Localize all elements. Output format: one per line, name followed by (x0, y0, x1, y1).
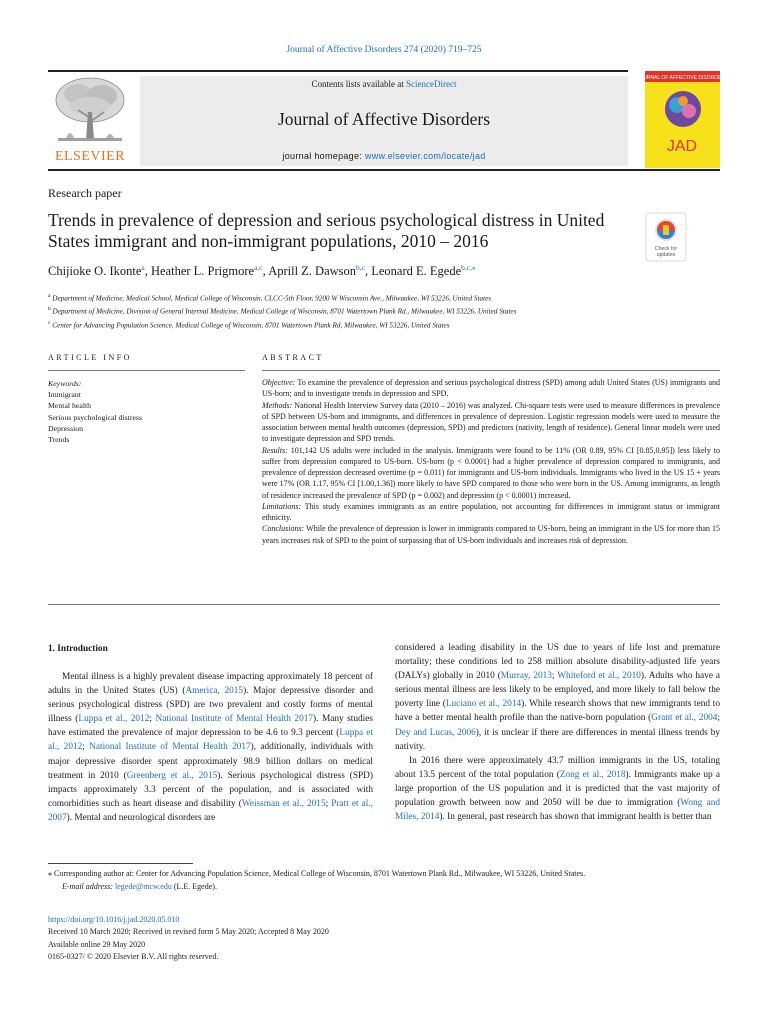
abstract-label: ABSTRACT (262, 353, 324, 362)
author-name[interactable]: Aprill Z. Dawson (268, 264, 357, 279)
reference-link[interactable]: Weissman et al., 2015 (241, 798, 326, 809)
keyword: Trends (48, 435, 70, 445)
reference-link[interactable]: Zong et al., 2018 (559, 769, 626, 780)
affiliation (48, 291, 728, 304)
sciencedirect-link[interactable]: ScienceDirect (406, 79, 457, 89)
cover-title: JOURNAL OF AFFECTIVE DISORDERS (636, 75, 729, 81)
reference-link[interactable]: Whiteford et al., 2010 (557, 671, 641, 682)
journal-cover-image[interactable] (636, 71, 729, 168)
journal-citation-link[interactable]: Journal of Affective Disorders 274 (2020) 719–725 (286, 45, 482, 55)
body-text: ; (325, 798, 332, 809)
reference-link[interactable]: Luppa et al., 2012 (48, 728, 373, 753)
body-text: considered a leading disability in the US due to years of life lost and premature mortality; these conditions led to 258 million absolute disability-adjusted life years (DALYs) globally in 2010 ( (395, 643, 720, 682)
affiliation-marker: a (48, 293, 51, 299)
journal-homepage-line (140, 151, 628, 161)
header-bottom-rule (48, 169, 720, 171)
abstract-objective (262, 377, 720, 400)
keyword: Immigrant (48, 390, 81, 400)
body-paragraph (48, 670, 373, 825)
reference-link[interactable]: Dey and Lucas, 2006 (395, 727, 476, 738)
contents-line (140, 79, 628, 89)
reference-link[interactable]: National Institute of Mental Health 2017 (89, 742, 251, 753)
author-list: Chijioke O. Ikonte$^a$, Heather L. Prigmore$^{a,c}$, Aprill Z. Dawson$^{b,c}$, Leonard E. Egede$^{b,c,⁎}$ (48, 263, 476, 279)
article-type: Research paper (48, 186, 122, 200)
affiliation-marker: c (48, 319, 51, 326)
body-text: ). Serious psychological distress (SPD) impacts approximately 3.3 percent of the population, and is associated with comorbidities such as heart disease and disability ( (48, 770, 373, 809)
abstract-end-rule (48, 604, 720, 605)
body-text: ; (717, 713, 720, 724)
body-paragraph (395, 754, 720, 824)
article-info-label: ARTICLE INFO (48, 353, 132, 362)
author-affiliation-marker[interactable]: b,c (356, 263, 365, 272)
body-paragraph (395, 641, 720, 754)
affiliation-marker: b (48, 306, 51, 313)
body-text: ). Many studies have estimated the prevalence of major depression to be 4.6 to 9.3 percent ( (48, 714, 374, 739)
body-text: ). Mental and neurological disorders are (66, 812, 216, 823)
affiliation-text: Department of Medicine, Division of General Internal Medicine, Medical College of Wisconsin, 8701 Watertown Plank Rd., Milwaukee, WI 53226, United States (52, 307, 517, 316)
abstract-section-head: Limitations: (262, 501, 302, 511)
homepage-prefix: journal homepage: (282, 151, 365, 161)
available-online: Available online 29 May 2020 (48, 939, 146, 949)
keyword: Depression (48, 423, 84, 433)
body-text: ; (82, 742, 90, 753)
keywords-block (48, 378, 245, 445)
body-text: ). Major depressive disorder and serious psychological distress (SPD) are two prevalent and costly forms of mental illness ( (48, 686, 373, 725)
body-text: ). Adults who have a serious mental illness are less likely to be employed, and more likely to fall below the poverty line ( (395, 671, 720, 710)
publisher-name: ELSEVIER (54, 149, 126, 164)
abstract-section-head: Conclusions: (262, 524, 305, 534)
body-text: ), additionally, individuals with major depressive disorder spent approximately 98.9 billion dollars on medical treatment in 2010 ( (48, 742, 373, 781)
header-top-rule (48, 70, 628, 72)
reference-link[interactable]: Murray, 2013 (500, 671, 552, 682)
body-text: Mental illness is a highly prevalent disease impacting approximately 18 percent of adults in the United States (US) ( (48, 672, 373, 697)
contents-prefix: Contents lists available at (311, 79, 406, 89)
affiliation (48, 318, 728, 331)
author-name[interactable]: Chijioke O. Ikonte (48, 264, 142, 279)
reference-link[interactable]: Pratt et al., 2007 (48, 798, 373, 823)
body-text: ). While research shows that new immigrants tend to have a better mental health profile than the native-born population ( (395, 699, 720, 724)
abstract-conclusions (262, 523, 720, 546)
affiliation-text: Center for Advancing Population Science, Medical College of Wisconsin, 8701 Watertown Plank Rd, Milwaukee, WI 53226, United States (52, 321, 450, 330)
email-line (48, 881, 720, 894)
body-text: ), it is unclear if there are differences in mental illness trends by nativity. (395, 727, 720, 752)
author-name[interactable]: Heather L. Prigmore (150, 264, 255, 279)
author-email-link[interactable]: legede@mcw.edu (115, 881, 172, 891)
corresponding-author-note: ⁎ Corresponding author at: Center for Advancing Population Science, Medical College of Wisconsin, 8701 Watertown Plank Rd., Milwaukee, WI 53226, United States. (48, 869, 586, 878)
abstract-section-text: To examine the prevalence of depression and serious psychological distress (SPD) among adult United States (US) immigrants and US-born; and to investigate trends in depression and SPD. (262, 378, 720, 399)
abstract-section-text: National Health Interview Survey data (2010 – 2016) was analyzed. Chi-square tests were used to measure differences in prevalence of SPD between US-born and immigrants, and differences in prevalence of depression. Logistic regression models were used to measure the association between mental health outcomes (depression, SPD) and predictors (nativity, length of residence). General linear models were used to investigate depression and SPD trends. (262, 400, 720, 444)
abstract-section-head: Results: (262, 445, 288, 455)
reference-link[interactable]: National Institute of Mental Health 2017 (155, 714, 314, 725)
affiliations (48, 291, 728, 331)
body-text: ; (551, 671, 558, 682)
publication-details (48, 914, 329, 963)
abstract-section-text: This study examines immigrants as an entire population, not accounting for differences in immigrant status or immigrant ethnicity. (262, 501, 721, 522)
article-title: Trends in prevalence of depression and serious psychological distress in United States immigrant and non-immigrant populations, 2010 – 2016 (48, 210, 605, 251)
body-text: ). Immigrants make up a large proportion of the US population and it is predicted that the vast majority of population growth between now and 2050 will be due to immigration ( (395, 769, 720, 809)
abstract-body (262, 377, 720, 546)
abstract-limitations (262, 501, 720, 524)
article-info-rule (48, 370, 245, 371)
abstract-rule (262, 370, 720, 371)
author-affiliation-marker[interactable]: b,c,⁎ (461, 263, 476, 272)
abstract-section-head: Objective: (262, 378, 296, 387)
reference-link[interactable]: Wong and Miles, 2014 (395, 798, 720, 823)
journal-homepage-link[interactable]: www.elsevier.com/locate/jad (364, 151, 486, 161)
reference-link[interactable]: Luciano et al., 2014 (445, 699, 522, 710)
keyword: Serious psychological distress (48, 412, 142, 422)
received-dates: Received 10 March 2020; Received in revised form 5 May 2020; Accepted 8 May 2020 (48, 927, 329, 937)
abstract-section-head: Methods: (262, 400, 293, 410)
cover-jad: JAD (666, 138, 698, 155)
email-suffix: (L.E. Egede). (171, 881, 217, 891)
footnote-rule (48, 863, 193, 864)
abstract-section-text: While the prevalence of depression is lower in immigrants compared to US-born, being an immigrant in the US for more than 15 years increases risk of SPD to the point of surpassing that of US-born individuals and increases risk of depression. (262, 524, 720, 545)
author-affiliation-marker[interactable]: a,c (254, 263, 263, 272)
reference-link[interactable]: Grant et al., 2004 (651, 713, 718, 724)
affiliation (48, 304, 728, 317)
email-label: E-mail address: (62, 881, 116, 891)
check-for-updates-icon[interactable] (646, 213, 686, 261)
reference-link[interactable]: America, 2015 (185, 686, 244, 697)
author-affiliation-marker[interactable]: a (141, 263, 145, 272)
section-heading-introduction: 1. Introduction (48, 644, 108, 654)
reference-link[interactable]: Luppa et al., 2012 (78, 714, 150, 725)
keyword: Mental health (48, 401, 92, 411)
body-column-right (395, 641, 720, 824)
journal-name: Journal of Affective Disorders (277, 109, 491, 129)
crossmark-line1: Check for (654, 246, 678, 252)
abstract-section-text: 101,142 US adults were included in the analysis. Immigrants were found to be 11% (OR 0.89, 95% CI [0.85,0.95]) less likely to suffer from depression compared to US-born. US-born (p < 0.0001) had a higher prevalence of depression compared to immigrants, and prevalence of depression decreased overtime (p = 0.011) for immigrants and US-born individuals. Immigrants who lived in the US 15 + years were 17% (OR 1.17, 95% CI [1.00,1.36]) more likely to have SPD compared to those who were born in the US. Among immigrants, as length of residence increased the prevalence of SPD (p = 0.002) and depression (p < 0.0001) increased. (262, 445, 720, 500)
affiliation-text: Department of Medicine, Medical School, Medical College of Wisconsin, CLCC-5th Floor, 9200 W Wisconsin Ave., Milwaukee, WI 53226, United States (52, 294, 492, 303)
author-name[interactable]: Leonard E. Egede (371, 264, 462, 279)
footnotes (48, 868, 720, 893)
doi-link[interactable]: https://doi.org/10.1016/j.jad.2020.05.010 (48, 915, 180, 924)
copyright: 0165-0327/ © 2020 Elsevier B.V. All rights reserved. (48, 951, 219, 961)
body-column-left (48, 670, 373, 825)
crossmark-line2: updates (656, 252, 676, 258)
reference-link[interactable]: Greenberg et al., 2015 (126, 770, 218, 781)
body-text: ). In general, past research has shown that immigrant health is better than (439, 812, 712, 823)
body-text: In 2016 there were approximately 43.7 million immigrants in the US, totaling about 13.5 percent of the total population ( (395, 755, 720, 780)
keywords-title: Keywords: (48, 379, 82, 388)
abstract-results (262, 445, 720, 501)
body-text: ; (149, 714, 156, 725)
abstract-methods (262, 400, 720, 445)
